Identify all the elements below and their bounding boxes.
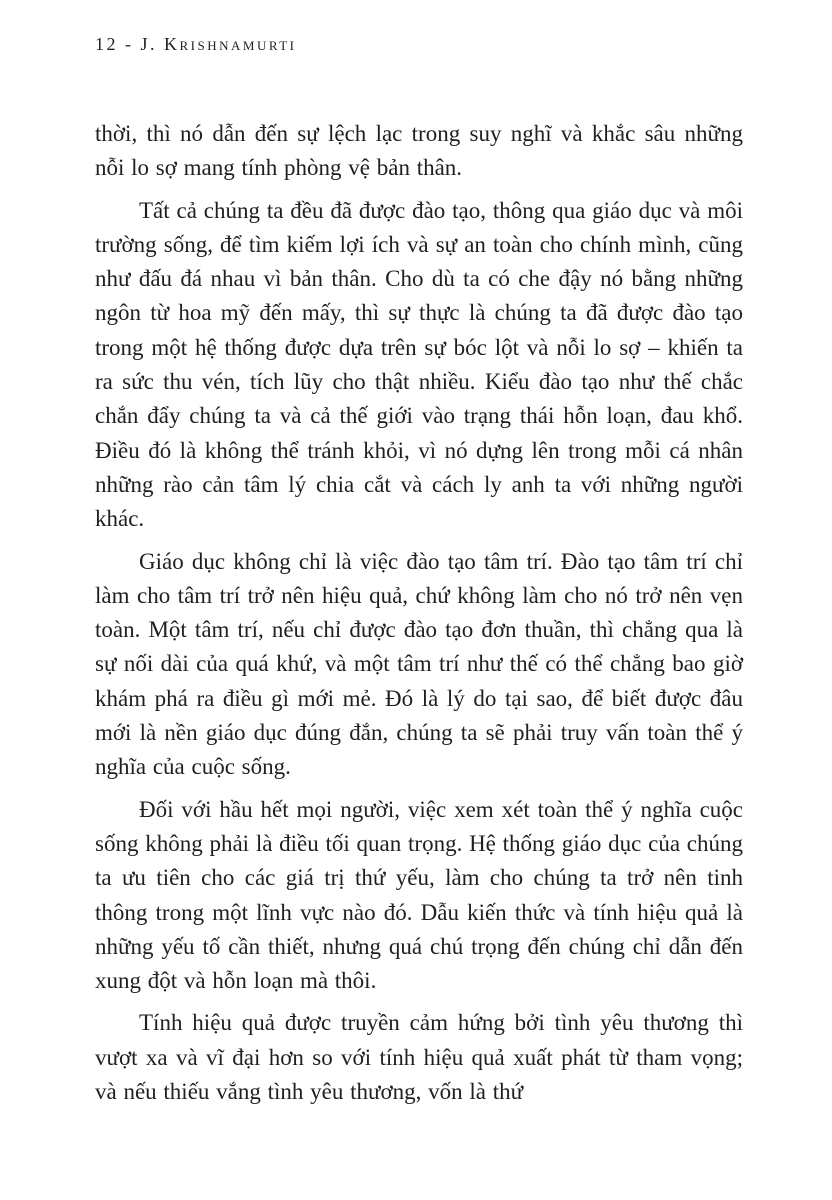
page-content-area xyxy=(95,34,743,1117)
paragraph: Giáo dục không chỉ là việc đào tạo tâm trí. Đào tạo tâm trí chỉ làm cho tâm trí trở nên hiệu quả, chứ không làm cho nó trở nên vẹn toàn. Một tâm trí, nếu chỉ được đào tạo đơn thuần, thì chẳng qua là sự nối dài của quá khứ, và một tâm trí như thế có thể chẳng bao giờ khám phá ra điều gì mới mẻ. Đó là lý do tại sao, để biết được đâu mới là nền giáo dục đúng đắn, chúng ta sẽ phải truy vấn toàn thể ý nghĩa của cuộc sống. xyxy=(95,548,743,780)
running-header: 12 - J. Krishnamurti xyxy=(95,34,297,54)
paragraph-continuation: thời, thì nó dẫn đến sự lệch lạc trong suy nghĩ và khắc sâu những nỗi lo sợ mang tính phòng vệ bản thân. xyxy=(95,121,743,181)
body-text xyxy=(95,117,743,1109)
paragraph: Đối với hầu hết mọi người, việc xem xét toàn thể ý nghĩa cuộc sống không phải là điều tối quan trọng. Hệ thống giáo dục của chúng ta ưu tiên cho các giá trị thứ yếu, làm cho chúng ta trở nên tinh thông trong một lĩnh vực nào đó. Dẫu kiến thức và tính hiệu quả là những yếu tố cần thiết, nhưng quá chú trọng đến chúng chỉ dẫn đến xung đột và hỗn loạn mà thôi. xyxy=(95,796,743,994)
paragraph: Tính hiệu quả được truyền cảm hứng bởi tình yêu thương thì vượt xa và vĩ đại hơn so với tính hiệu quả xuất phát từ tham vọng; và nếu thiếu vắng tình yêu thương, vốn là thứ xyxy=(95,1010,743,1105)
paragraph: Tất cả chúng ta đều đã được đào tạo, thông qua giáo dục và môi trường sống, để tìm kiếm lợi ích và sự an toàn cho chính mình, cũng như đấu đá nhau vì bản thân. Cho dù ta có che đậy nó bằng những ngôn từ hoa mỹ đến mấy, thì sự thực là chúng ta đã được đào tạo trong một hệ thống được dựa trên sự bóc lột và nỗi lo sợ – khiến ta ra sức thu vén, tích lũy cho thật nhiều. Kiểu đào tạo như thế chắc chắn đẩy chúng ta và cả thế giới vào trạng thái hỗn loạn, đau khổ. Điều đó là không thể tránh khỏi, vì nó dựng lên trong mỗi cá nhân những rào cản tâm lý chia cắt và cách ly anh ta với những người khác. xyxy=(95,197,743,532)
